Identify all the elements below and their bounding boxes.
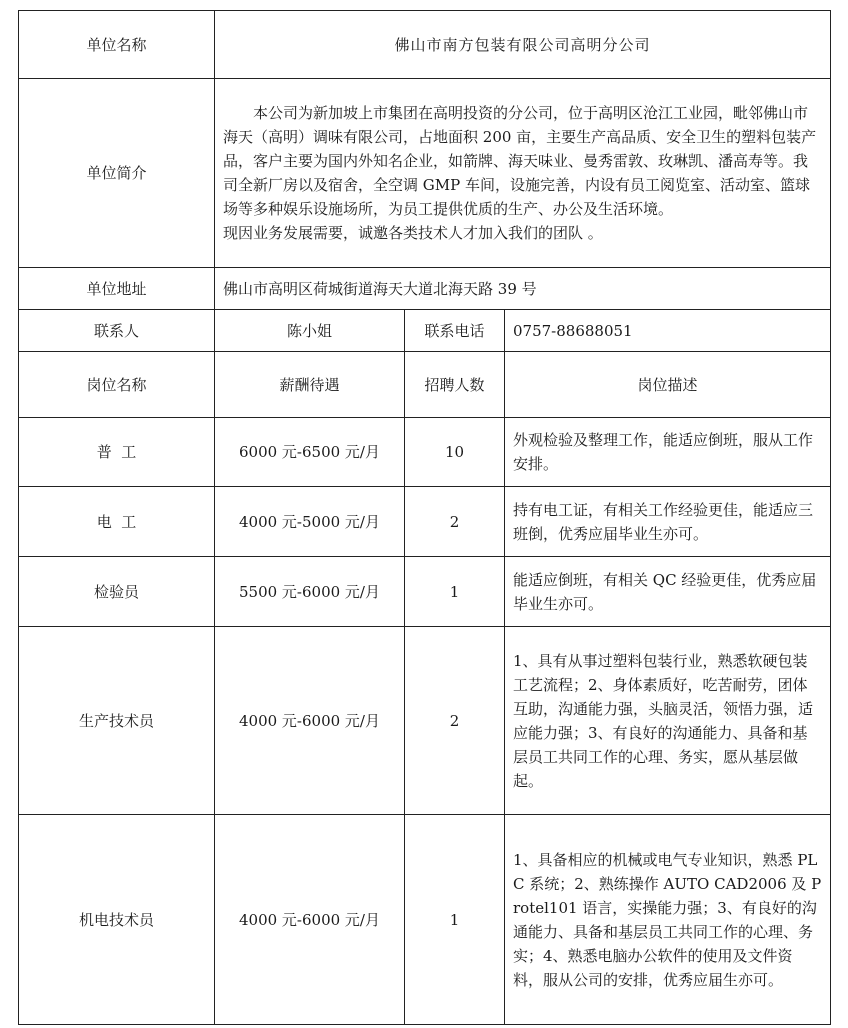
job-salary: 4000 元-6000 元/月 bbox=[215, 815, 405, 1025]
company-name-label: 单位名称 bbox=[19, 11, 215, 79]
company-intro-row bbox=[19, 79, 831, 268]
job-count: 10 bbox=[405, 418, 505, 487]
company-name-row bbox=[19, 11, 831, 79]
jobs-header-row bbox=[19, 352, 831, 418]
job-count: 2 bbox=[405, 627, 505, 815]
job-description: 1、具备相应的机械或电气专业知识，熟悉 PLC 系统；2、熟练操作 AUTO CAD2006 及 Protel101 语言，实操能力强；3、有良好的沟通能力、具备和基层员工共同工作的心理、务实；4、熟悉电脑办公软件的使用及文件资料，服从公司的安排，优秀应届生亦可。 bbox=[505, 815, 831, 1025]
recruitment-table bbox=[18, 10, 831, 1025]
contact-label: 联系人 bbox=[19, 310, 215, 352]
job-salary: 5500 元-6000 元/月 bbox=[215, 557, 405, 627]
job-description: 持有电工证，有相关工作经验更佳，能适应三班倒，优秀应届毕业生亦可。 bbox=[505, 487, 831, 557]
job-position: 检验员 bbox=[19, 557, 215, 627]
job-description: 能适应倒班，有相关 QC 经验更佳，优秀应届毕业生亦可。 bbox=[505, 557, 831, 627]
job-description: 1、具有从事过塑料包装行业，熟悉软硬包装工艺流程；2、身体素质好，吃苦耐劳，团体互助，沟通能力强，头脑灵活，领悟力强，适应能力强；3、有良好的沟通能力、具备和基层员工共同工作的心理、务实，愿从基层做起。 bbox=[505, 627, 831, 815]
header-count: 招聘人数 bbox=[405, 352, 505, 418]
company-intro-paragraph-2: 现因业务发展需要，诚邀各类技术人才加入我们的团队 。 bbox=[223, 224, 603, 242]
job-count: 1 bbox=[405, 815, 505, 1025]
job-position: 电 工 bbox=[19, 487, 215, 557]
table-row bbox=[19, 557, 831, 627]
contact-row bbox=[19, 310, 831, 352]
table-row bbox=[19, 418, 831, 487]
company-name: 佛山市南方包装有限公司高明分公司 bbox=[215, 11, 831, 79]
job-count: 2 bbox=[405, 487, 505, 557]
job-description: 外观检验及整理工作，能适应倒班，服从工作安排。 bbox=[505, 418, 831, 487]
job-position: 生产技术员 bbox=[19, 627, 215, 815]
table-row bbox=[19, 487, 831, 557]
table-row bbox=[19, 815, 831, 1025]
company-address: 佛山市高明区荷城街道海天大道北海天路 39 号 bbox=[215, 268, 831, 310]
job-salary: 4000 元-6000 元/月 bbox=[215, 627, 405, 815]
table-row bbox=[19, 627, 831, 815]
company-intro-paragraph-1: 本公司为新加坡上市集团在高明投资的分公司，位于高明区沧江工业园，毗邻佛山市海天（高明）调味有限公司，占地面积 200 亩，主要生产高品质、安全卫生的塑料包装产品，客户主要为国内外知名企业，如箭牌、海天味业、曼秀雷敦、玫琳凯、潘高寿等。我司全新厂房以及宿舍，全空调 GMP 车间，设施完善，内设有员工阅览室、活动室、篮球场等多种娱乐设施场所，为员工提供优质的生产、办公及生活环境。 bbox=[223, 104, 817, 218]
company-address-label: 单位地址 bbox=[19, 268, 215, 310]
header-description: 岗位描述 bbox=[505, 352, 831, 418]
phone-number: 0757-88688051 bbox=[505, 310, 831, 352]
contact-name: 陈小姐 bbox=[215, 310, 405, 352]
job-salary: 6000 元-6500 元/月 bbox=[215, 418, 405, 487]
header-salary: 薪酬待遇 bbox=[215, 352, 405, 418]
job-position: 普 工 bbox=[19, 418, 215, 487]
company-address-row bbox=[19, 268, 831, 310]
phone-label: 联系电话 bbox=[405, 310, 505, 352]
company-intro bbox=[215, 79, 831, 268]
company-intro-label: 单位简介 bbox=[19, 79, 215, 268]
job-salary: 4000 元-5000 元/月 bbox=[215, 487, 405, 557]
job-count: 1 bbox=[405, 557, 505, 627]
job-position: 机电技术员 bbox=[19, 815, 215, 1025]
header-position: 岗位名称 bbox=[19, 352, 215, 418]
